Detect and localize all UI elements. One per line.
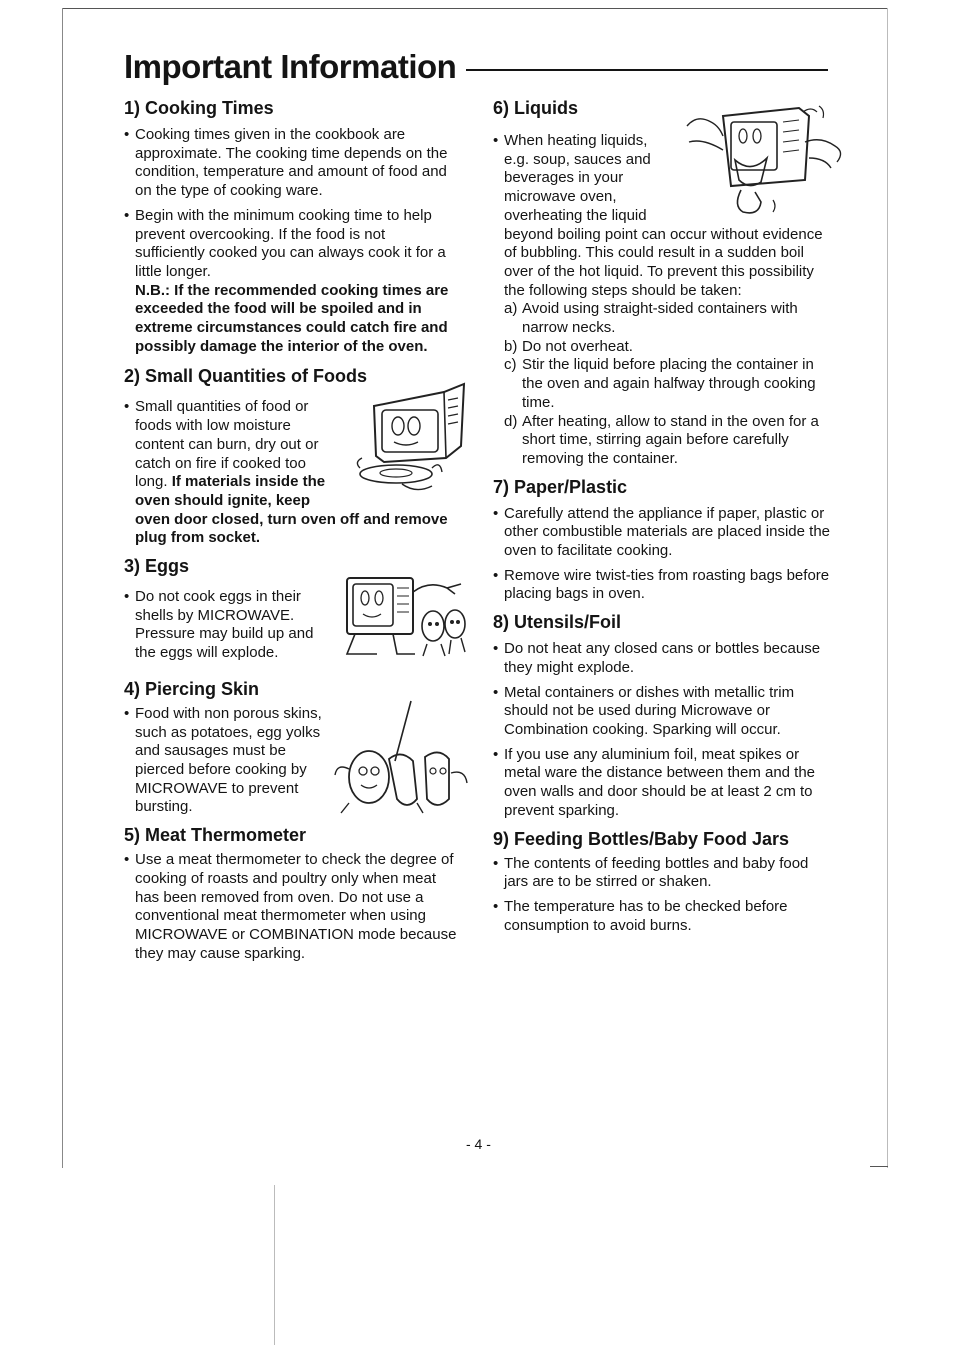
piercing-skin-list <box>124 705 459 817</box>
page-title: Important Information <box>124 48 457 85</box>
meat-thermometer-bullet: • Use a meat thermometer to check the degree of cooking of roasts and poultry only when meat has been removed from oven. Do not use a conventional meat thermometer when using MICROWAVE or COMBINATION mode because they may cause sparking. <box>124 851 459 963</box>
liquids-step-a-text: Avoid using straight-sided containers with narrow necks. <box>522 300 798 337</box>
utensils-foil-list <box>493 640 833 820</box>
eggs-bullet <box>124 588 459 663</box>
title-row <box>124 48 828 86</box>
heading-small-quantities: 2) Small Quantities of Foods <box>124 366 368 387</box>
heading-liquids: 6) Liquids <box>493 98 578 118</box>
small-quantities-bold: If materials inside the oven should ignite, keep oven door closed, turn oven off and remove plug from socket. <box>135 473 448 547</box>
liquids-step-d-key: d) <box>504 412 518 430</box>
liquids-bullet <box>493 132 833 300</box>
heading-piercing-skin: 4) Piercing Skin <box>124 678 260 699</box>
paper-plastic-bullet-2: • Remove wire twist-ties from roasting bags before placing bags in oven. <box>493 567 833 604</box>
cooking-times-bullet-1: • Cooking times given in the cookbook are approximate. The cooking time depends on the condition, temperature and amount of food and on the type of cooking ware. <box>124 126 459 201</box>
liquids-step-b-text: Do not overheat. <box>522 337 633 355</box>
liquids-text: When heating liquids, e.g. soup, sauces and beverages in your microwave oven, overheating the liquid beyond boiling point can occur without evidence of bubbling. This could result in a sudden boil over of the hot liquid. To prevent this possibility the following steps should be taken: <box>504 132 823 299</box>
eggs-list <box>124 588 459 663</box>
heading-eggs: 3) Eggs <box>124 556 190 577</box>
utensils-foil-bullet-3: • If you use any aluminium foil, meat spikes or metal ware the distance between them and the oven walls and door should be at least 2 cm to prevent sparking. <box>493 746 833 821</box>
page-frame-corner <box>870 1166 888 1167</box>
liquids-step-d <box>504 413 833 469</box>
cooking-times-bullet-2-text: Begin with the minimum cooking time to help prevent overcooking. If the food is not sufficiently cooked you can always cook it for a little longer. <box>135 206 446 280</box>
heading-paper-plastic: 7) Paper/Plastic <box>493 476 628 497</box>
paper-plastic-list <box>493 505 833 605</box>
heading-utensils-foil: 8) Utensils/Foil <box>493 612 622 633</box>
paper-plastic-bullet-1: • Carefully attend the appliance if paper, plastic or other combustible materials are placed inside the oven to facilitate cooking. <box>493 505 833 561</box>
page-fold-line <box>274 1185 275 1345</box>
liquids-step-b-key: b) <box>504 337 518 355</box>
liquids-step-c-text: Stir the liquid before placing the container in the oven and again halfway through cooking time. <box>522 356 816 411</box>
left-column <box>124 96 459 963</box>
microwave-with-plate-icon <box>346 376 471 492</box>
page-frame-top <box>62 8 888 9</box>
microwave-pointing-at-eggs-icon <box>337 574 469 662</box>
liquids-step-a <box>504 300 833 337</box>
meat-thermometer-list <box>124 851 459 963</box>
liquids-step-d-text: After heating, allow to stand in the oven for a short time, stirring again before carefully removing the container. <box>522 412 819 467</box>
liquids-step-c <box>504 356 833 412</box>
feeding-bottles-bullet-2: • The temperature has to be checked before consumption to avoid burns. <box>493 898 833 935</box>
page-frame-right <box>887 8 888 1168</box>
small-quantities-bullet <box>124 398 459 548</box>
feeding-bottles-bullet-1: • The contents of feeding bottles and baby food jars are to be stirred or shaken. <box>493 855 833 892</box>
liquids-step-b <box>504 338 833 357</box>
heading-feeding-bottles: 9) Feeding Bottles/Baby Food Jars <box>493 828 790 849</box>
page-frame-left <box>62 8 63 1168</box>
small-quantities-list <box>124 398 459 548</box>
liquids-list <box>493 132 833 300</box>
small-quantities-text: Small quantities of food or foods with low moisture content can burn, dry out or catch on fire if cooked too long. <box>135 398 319 491</box>
liquids-step-c-key: c) <box>504 356 517 374</box>
eggs-text: Do not cook eggs in their shells by MICROWAVE. Pressure may build up and the eggs will explode. <box>135 588 314 662</box>
piercing-skin-text: Food with non porous skins, such as potatoes, egg yolks and sausages must be pierced before cooking by MICROWAVE to prevent bursting. <box>135 704 322 816</box>
cooking-times-nb: N.B.: If the recommended cooking times are exceeded the food will be spoiled and in extreme circumstances could catch fire and possibly damage the interior of the oven. <box>135 281 449 355</box>
feeding-bottles-list <box>493 855 833 936</box>
title-rule <box>466 69 828 71</box>
page-number: - 4 - <box>466 1136 491 1152</box>
utensils-foil-bullet-2: • Metal containers or dishes with metallic trim should not be used during Microwave or Combination cooking. Sparking will occur. <box>493 684 833 740</box>
cooking-times-list <box>124 126 459 356</box>
liquids-steps <box>493 300 833 468</box>
utensils-foil-bullet-1: • Do not heat any closed cans or bottles because they might explode. <box>493 640 833 677</box>
liquids-step-a-key: a) <box>504 300 518 318</box>
pierced-potato-sausage-icon <box>331 699 471 815</box>
microwave-with-steaming-cup-icon <box>679 102 849 220</box>
cooking-times-bullet-2 <box>124 207 459 357</box>
heading-meat-thermometer: 5) Meat Thermometer <box>124 825 307 846</box>
heading-cooking-times: 1) Cooking Times <box>124 98 274 118</box>
right-column <box>493 96 833 935</box>
piercing-skin-bullet <box>124 705 459 817</box>
